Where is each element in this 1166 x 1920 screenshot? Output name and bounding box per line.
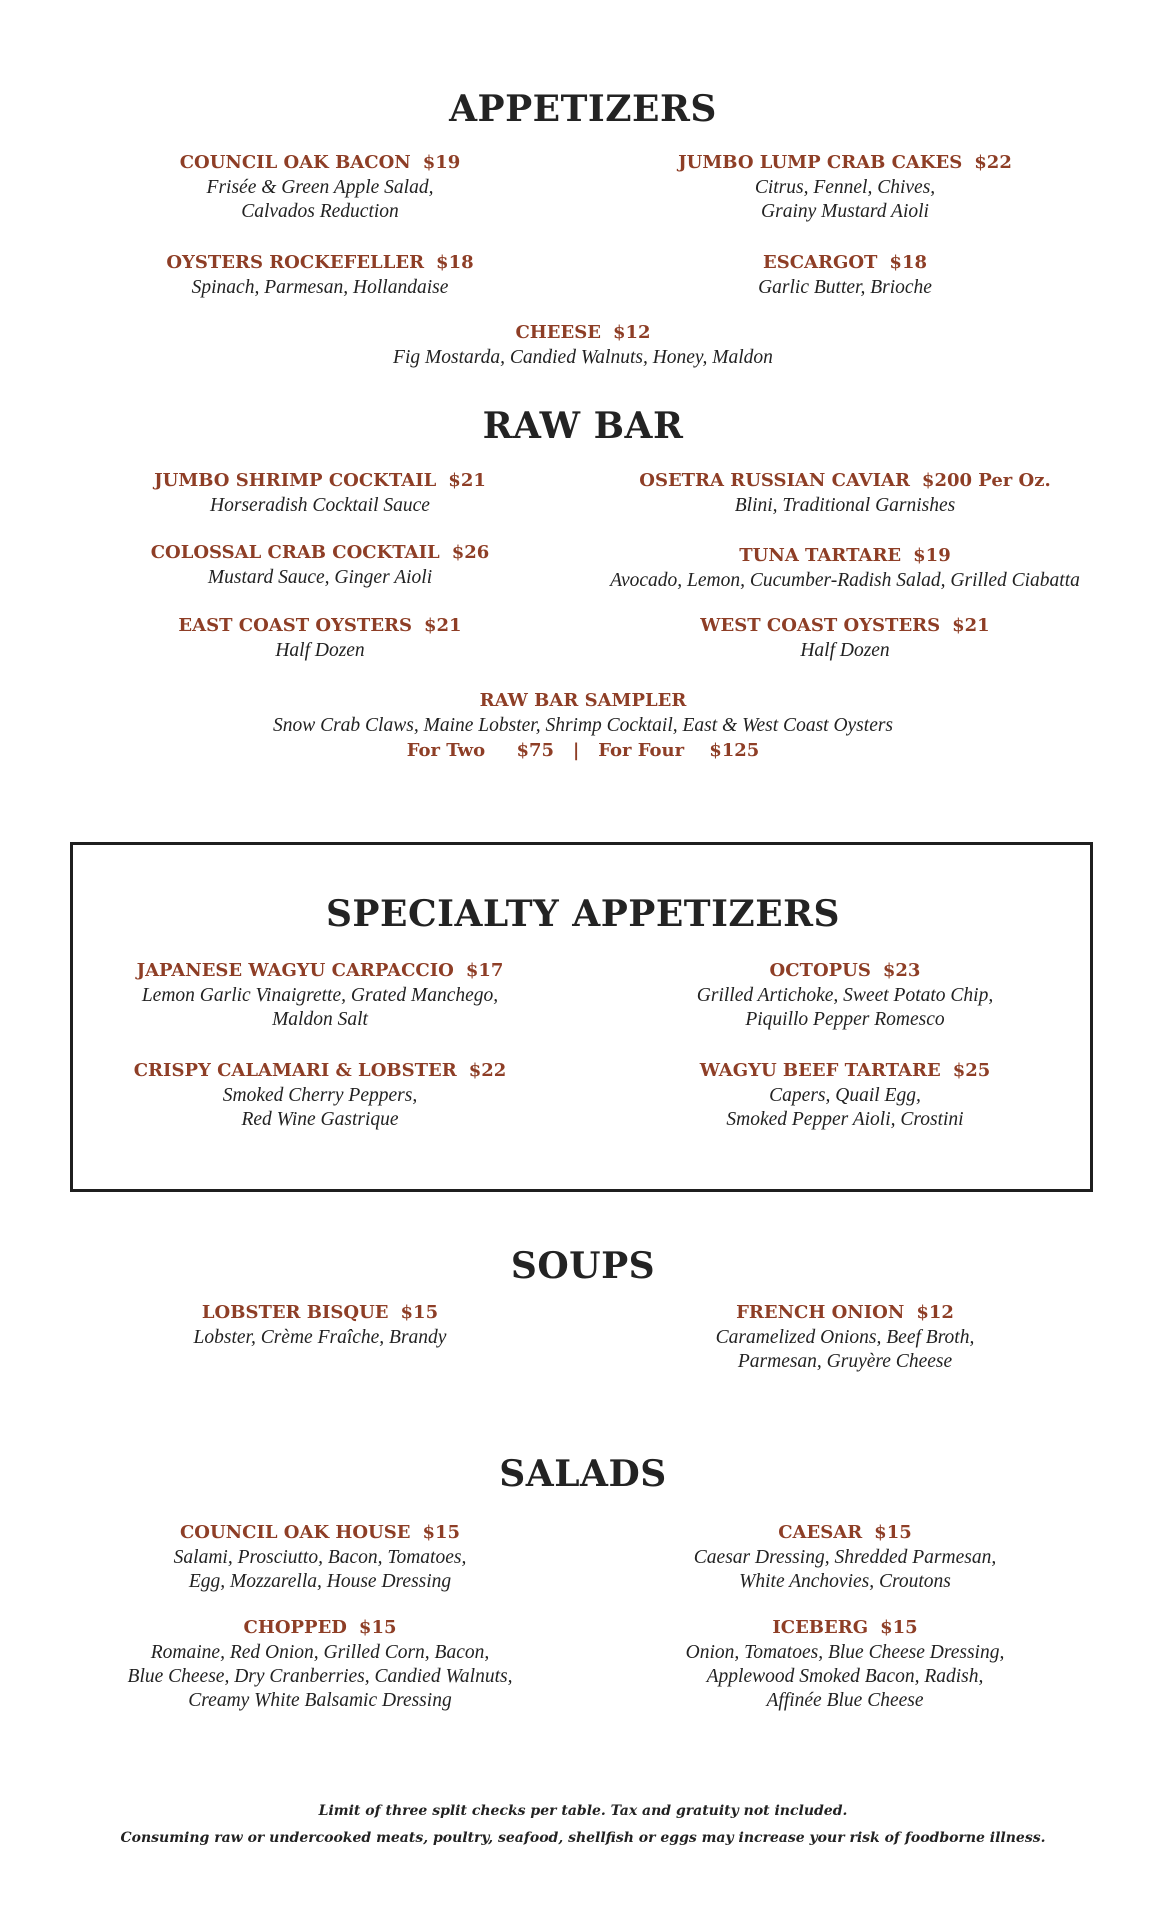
- menu-item-cheese: [0, 320, 1166, 370]
- menu-item-octopus: [555, 958, 1135, 1032]
- item-name: WEST COAST OYSTERS: [700, 615, 941, 636]
- item-name: RAW BAR SAMPLER: [479, 690, 687, 711]
- item-name: FRENCH ONION: [736, 1302, 905, 1323]
- item-price: $19: [913, 545, 951, 566]
- item-name: COLOSSAL CRAB COCKTAIL: [150, 542, 440, 563]
- menu-item-chopped: [30, 1615, 610, 1713]
- menu-item-council-oak-bacon: [30, 150, 610, 224]
- item-description: Caesar Dressing, Shredded Parmesan,: [693, 1547, 997, 1568]
- item-description: Avocado, Lemon, Cucumber-Radish Salad, Grilled Ciabatta: [610, 570, 1080, 591]
- item-description: Blini, Traditional Garnishes: [734, 495, 956, 516]
- item-price: $12: [916, 1302, 954, 1323]
- item-description: Lemon Garlic Vinaigrette, Grated Manchego,: [141, 985, 499, 1006]
- item-description: Affinée Blue Cheese: [766, 1690, 924, 1711]
- item-price: $12: [612, 322, 651, 343]
- item-description: Smoked Cherry Peppers,: [222, 1085, 418, 1106]
- item-price: $21: [424, 615, 462, 636]
- item-price: $19: [422, 152, 461, 173]
- menu-item-tuna-tartare: [555, 543, 1135, 593]
- menu-item-colossal-crab-cocktail: [30, 540, 610, 590]
- item-name: CRISPY CALAMARI & LOBSTER: [133, 1060, 457, 1081]
- sampler-prices: For Two $75 | For Four $125: [406, 740, 760, 761]
- item-description: Egg, Mozzarella, House Dressing: [188, 1571, 452, 1592]
- item-description: Salami, Prosciutto, Bacon, Tomatoes,: [173, 1547, 467, 1568]
- item-price: $17: [465, 960, 504, 981]
- footer-split-checks-note: Limit of three split checks per table. Tax and gratuity not included.: [318, 1803, 848, 1819]
- item-name: ESCARGOT: [763, 252, 878, 273]
- item-description: Lobster, Crème Fraîche, Brandy: [193, 1327, 447, 1348]
- menu-item-jumbo-shrimp-cocktail: [30, 468, 610, 518]
- item-description: Applewood Smoked Bacon, Radish,: [706, 1666, 984, 1687]
- item-description: Parmesan, Gruyère Cheese: [737, 1351, 953, 1372]
- item-name: JUMBO SHRIMP COCKTAIL: [154, 470, 437, 491]
- footer-foodborne-warning: Consuming raw or undercooked meats, poultry, seafood, shellfish or eggs may increase your risk of foodborne illness.: [120, 1830, 1046, 1846]
- item-name: WAGYU BEEF TARTARE: [699, 1060, 941, 1081]
- menu-item-wagyu-beef-tartare: [555, 1058, 1135, 1132]
- item-price: $200 Per Oz.: [921, 470, 1051, 491]
- item-description: Caramelized Onions, Beef Broth,: [715, 1327, 975, 1348]
- item-name: OSETRA RUSSIAN CAVIAR: [639, 470, 910, 491]
- menu-item-osetra-russian-caviar: [555, 468, 1135, 518]
- item-name: OYSTERS ROCKEFELLER: [166, 252, 425, 273]
- menu-item-japanese-wagyu-carpaccio: [30, 958, 610, 1032]
- item-price: $22: [468, 1060, 507, 1081]
- menu-item-french-onion: [555, 1300, 1135, 1374]
- menu-item-council-oak-house: [30, 1520, 610, 1594]
- item-description: Red Wine Gastrique: [241, 1109, 399, 1130]
- menu-item-raw-bar-sampler: [0, 688, 1166, 764]
- item-name: TUNA TARTARE: [739, 545, 902, 566]
- section-title-soups: SOUPS: [510, 1245, 656, 1287]
- item-name: COUNCIL OAK BACON: [179, 152, 411, 173]
- item-price: $18: [889, 252, 927, 273]
- item-description: Grainy Mustard Aioli: [761, 201, 929, 222]
- item-price: $21: [952, 615, 990, 636]
- item-description: Calvados Reduction: [241, 201, 399, 222]
- item-price: $15: [874, 1522, 912, 1543]
- item-name: CHOPPED: [243, 1617, 347, 1638]
- item-name: CHEESE: [515, 322, 601, 343]
- item-price: $15: [358, 1617, 397, 1638]
- menu-item-east-coast-oysters: [30, 613, 610, 663]
- item-description: Piquillo Pepper Romesco: [745, 1009, 945, 1030]
- item-description: Citrus, Fennel, Chives,: [754, 177, 936, 198]
- item-description: Garlic Butter, Brioche: [758, 277, 932, 298]
- menu-item-crispy-calamari-lobster: [30, 1058, 610, 1132]
- menu-item-escargot: [555, 250, 1135, 300]
- item-description: Romaine, Red Onion, Grilled Corn, Bacon,: [150, 1642, 490, 1663]
- menu-item-jumbo-lump-crab-cakes: [555, 150, 1135, 224]
- item-name: JUMBO LUMP CRAB CAKES: [678, 152, 963, 173]
- item-description: Half Dozen: [800, 640, 890, 661]
- item-description: White Anchovies, Croutons: [739, 1571, 951, 1592]
- item-description: Smoked Pepper Aioli, Crostini: [726, 1109, 964, 1130]
- item-name: ICEBERG: [772, 1617, 869, 1638]
- menu-item-oysters-rockefeller: [30, 250, 610, 300]
- item-description: Onion, Tomatoes, Blue Cheese Dressing,: [685, 1642, 1005, 1663]
- menu-item-iceberg: [555, 1615, 1135, 1713]
- section-title-specialty-appetizers: SPECIALTY APPETIZERS: [325, 893, 841, 935]
- item-price: $15: [880, 1617, 918, 1638]
- item-description: Half Dozen: [275, 640, 365, 661]
- section-title-raw-bar: RAW BAR: [482, 405, 684, 447]
- section-title-appetizers: APPETIZERS: [449, 88, 717, 130]
- item-price: $26: [451, 542, 490, 563]
- item-price: $23: [882, 960, 921, 981]
- item-name: EAST COAST OYSTERS: [178, 615, 412, 636]
- item-price: $15: [400, 1302, 439, 1323]
- item-description: Spinach, Parmesan, Hollandaise: [191, 277, 449, 298]
- item-description: Mustard Sauce, Ginger Aioli: [207, 567, 433, 588]
- item-name: CAESAR: [778, 1522, 863, 1543]
- menu-item-west-coast-oysters: [555, 613, 1135, 663]
- item-price: $21: [448, 470, 486, 491]
- item-name: COUNCIL OAK HOUSE: [179, 1522, 411, 1543]
- menu-item-lobster-bisque: [30, 1300, 610, 1350]
- item-description: Creamy White Balsamic Dressing: [188, 1690, 452, 1711]
- item-description: Maldon Salt: [272, 1009, 368, 1030]
- item-description: Horseradish Cocktail Sauce: [210, 495, 430, 516]
- item-price: $22: [974, 152, 1012, 173]
- item-price: $15: [422, 1522, 461, 1543]
- item-description: Fig Mostarda, Candied Walnuts, Honey, Maldon: [393, 347, 773, 368]
- item-description: Grilled Artichoke, Sweet Potato Chip,: [696, 985, 994, 1006]
- item-description: Frisée & Green Apple Salad,: [206, 177, 434, 198]
- menu-item-caesar: [555, 1520, 1135, 1594]
- item-description: Snow Crab Claws, Maine Lobster, Shrimp Cocktail, East & West Coast Oysters: [272, 715, 894, 736]
- item-price: $25: [952, 1060, 991, 1081]
- item-name: OCTOPUS: [769, 960, 871, 981]
- item-name: JAPANESE WAGYU CARPACCIO: [136, 960, 454, 981]
- item-description: Blue Cheese, Dry Cranberries, Candied Walnuts,: [127, 1666, 513, 1687]
- section-title-salads: SALADS: [499, 1453, 667, 1495]
- item-name: LOBSTER BISQUE: [201, 1302, 389, 1323]
- item-price: $18: [436, 252, 474, 273]
- item-description: Capers, Quail Egg,: [769, 1085, 921, 1106]
